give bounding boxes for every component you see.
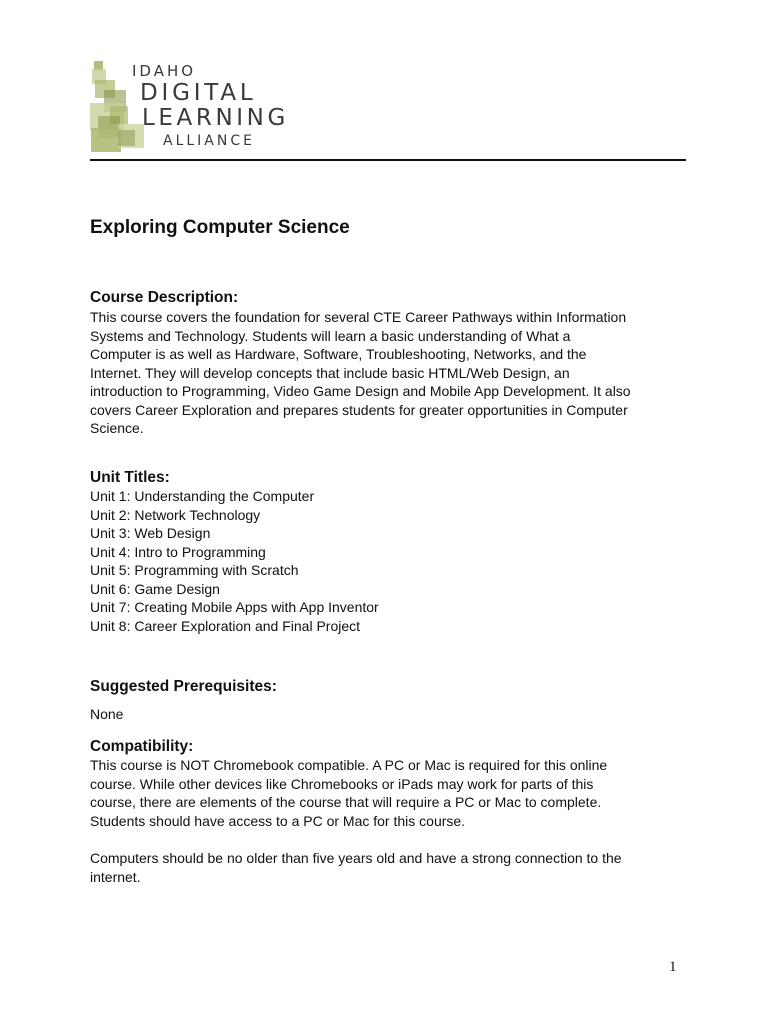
header-divider [90,159,686,161]
compatibility-heading: Compatibility: [90,738,194,755]
course-description-line: Science. [90,420,144,436]
unit-titles-heading: Unit Titles: [90,469,170,486]
course-description-line: Systems and Technology. Students will learn a basic understanding of What a [90,327,571,344]
logo-line-idaho: IDAHO [132,62,197,80]
logo-line-learning: LEARNING [142,105,289,131]
compatibility-paragraph-1 [90,756,690,830]
prerequisites-heading: Suggested Prerequisites: [90,678,277,695]
unit-item: Unit 5: Programming with Scratch [90,562,299,578]
compatibility-line: Students should have access to a PC or Mac for this course. [90,812,466,829]
idla-logo [88,58,328,158]
page-number: 1 [669,959,677,975]
logo-wordmark [88,58,328,158]
course-description-line: This course covers the foundation for several CTE Career Pathways within Information [90,309,627,325]
unit-item: Unit 3: Web Design [90,525,211,541]
unit-item: Unit 8: Career Exploration and Final Project [90,617,361,634]
course-description-line: Internet. They will develop concepts that include basic HTML/Web Design, an [90,364,570,381]
page-title: Exploring Computer Science [90,217,350,238]
unit-list [90,487,379,635]
logo-line-alliance: ALLIANCE [163,133,255,149]
unit-item: Unit 4: Intro to Programming [90,543,266,560]
unit-item: Unit 7: Creating Mobile Apps with App Inventor [90,599,379,615]
course-description-line: introduction to Programming, Video Game Design and Mobile App Development. It also [90,383,631,399]
compatibility-line: This course is NOT Chromebook compatible. A PC or Mac is required for this online [90,757,608,773]
compatibility-paragraph-2 [90,849,690,886]
compatibility-line: internet. [90,868,141,885]
course-description-text [90,308,690,438]
prerequisites-text: None [90,706,124,722]
logo-line-digital: DIGITAL [140,80,257,106]
course-description-line: covers Career Exploration and prepares students for greater opportunities in Computer [90,401,628,418]
compatibility-line: course. While other devices like Chromebooks or iPads may work for parts of this [90,775,594,792]
unit-item: Unit 6: Game Design [90,580,220,597]
course-description-heading: Course Description: [90,289,239,306]
unit-item: Unit 2: Network Technology [90,506,261,523]
compatibility-line: course, there are elements of the course that will require a PC or Mac to complete. [90,794,602,810]
unit-item: Unit 1: Understanding the Computer [90,488,315,504]
course-description-line: Computer is as well as Hardware, Software, Troubleshooting, Networks, and the [90,346,587,362]
compatibility-line: Computers should be no older than five years old and have a strong connection to the [90,850,622,866]
